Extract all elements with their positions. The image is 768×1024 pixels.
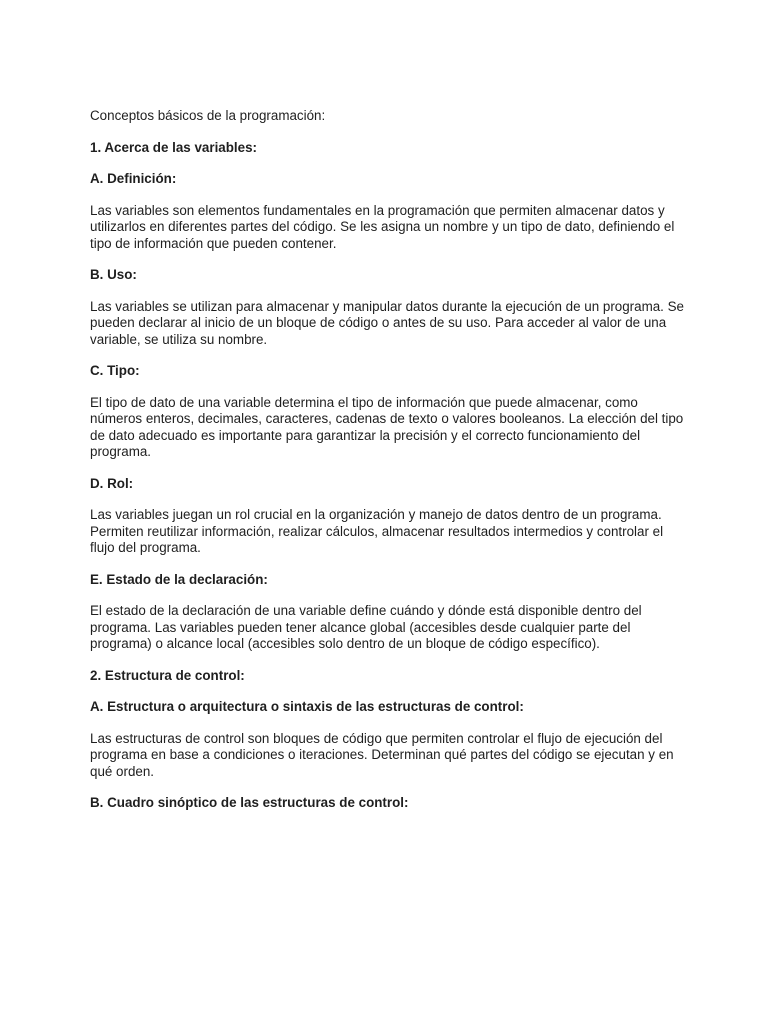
section-heading-definicion: A. Definición: (90, 171, 177, 186)
section-heading-estructura-control: 2. Estructura de control: (90, 667, 245, 683)
document-intro: Conceptos básicos de la programación: (90, 108, 326, 123)
section-paragraph-sintaxis: Las estructuras de control son bloques de código que permiten controlar el flujo de ejecución del programa en base a condiciones o iteraciones. Determinan qué partes del código se ejecutan y en qué orden. (90, 730, 674, 779)
document-page (90, 108, 690, 827)
section-heading-variables: 1. Acerca de las variables: (90, 139, 257, 155)
section-heading-tipo: C. Tipo: (90, 363, 140, 378)
section-paragraph-tipo: El tipo de dato de una variable determina el tipo de información que puede almacenar, como números enteros, decimales, caracteres, cadenas de texto o valores booleanos. La elección del tipo de dato adecuado es importante para garantizar la precisión y el correcto funcionamiento del programa. (90, 394, 684, 459)
section-heading-estado: E. Estado de la declaración: (90, 571, 268, 587)
section-heading-cuadro-sinoptico: B. Cuadro sinóptico de las estructuras de control: (90, 795, 409, 810)
section-paragraph-definicion: Las variables son elementos fundamentales en la programación que permiten almacenar datos y utilizarlos en diferentes partes del código. Se les asigna un nombre y un tipo de dato, definiendo el tipo de información que pueden contener. (90, 202, 675, 251)
section-heading-sintaxis: A. Estructura o arquitectura o sintaxis de las estructuras de control: (90, 699, 524, 714)
section-paragraph-rol: Las variables juegan un rol crucial en la organización y manejo de datos dentro de un programa. Permiten reutilizar información, realizar cálculos, almacenar resultados intermedios y controlar el flujo del programa. (90, 507, 664, 555)
section-heading-uso: B. Uso: (90, 267, 137, 282)
section-paragraph-estado: El estado de la declaración de una variable define cuándo y dónde está disponible dentro del programa. Las variables pueden tener alcance global (accesibles desde cualquier parte del programa) o alcance local (accesibles solo dentro de un bloque de código específico). (90, 603, 642, 651)
section-heading-rol: D. Rol: (90, 475, 134, 491)
section-paragraph-uso: Las variables se utilizan para almacenar y manipular datos durante la ejecución de un programa. Se pueden declarar al inicio de un bloque de código o antes de su uso. Para acceder al valor de una variable, se utiliza su nombre. (90, 298, 684, 347)
